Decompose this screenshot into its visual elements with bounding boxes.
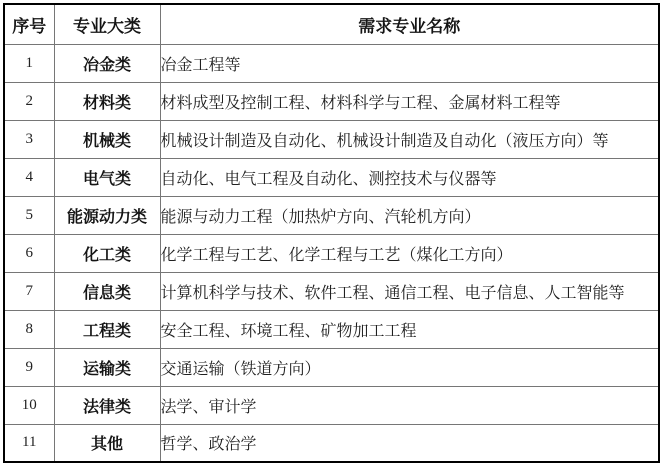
majors-cell: 材料成型及控制工程、材料科学与工程、金属材料工程等 [160,82,659,120]
row-number-cell: 7 [4,272,54,310]
col-header-no: 序号 [4,4,54,44]
row-number-cell: 8 [4,310,54,348]
majors-cell: 哲学、政治学 [160,424,659,462]
table-row [4,196,659,234]
category-cell: 工程类 [54,310,160,348]
majors-cell: 冶金工程等 [160,44,659,82]
majors-cell: 安全工程、环境工程、矿物加工工程 [160,310,659,348]
col-header-category: 专业大类 [54,4,160,44]
row-number-cell: 3 [4,120,54,158]
table-row [4,82,659,120]
majors-table [3,3,660,463]
table-row [4,424,659,462]
category-cell: 信息类 [54,272,160,310]
table-row [4,310,659,348]
table-row [4,44,659,82]
row-number-cell: 5 [4,196,54,234]
category-cell: 运输类 [54,348,160,386]
row-number-cell: 2 [4,82,54,120]
category-cell: 能源动力类 [54,196,160,234]
category-cell: 材料类 [54,82,160,120]
majors-cell: 法学、审计学 [160,386,659,424]
majors-cell: 化学工程与工艺、化学工程与工艺（煤化工方向） [160,234,659,272]
table-row [4,234,659,272]
majors-cell: 交通运输（铁道方向） [160,348,659,386]
category-cell: 化工类 [54,234,160,272]
majors-cell: 能源与动力工程（加热炉方向、汽轮机方向） [160,196,659,234]
category-cell: 电气类 [54,158,160,196]
row-number-cell: 9 [4,348,54,386]
table-row [4,120,659,158]
category-cell: 机械类 [54,120,160,158]
majors-cell: 自动化、电气工程及自动化、测控技术与仪器等 [160,158,659,196]
row-number-cell: 1 [4,44,54,82]
table-row [4,158,659,196]
category-cell: 其他 [54,424,160,462]
category-cell: 冶金类 [54,44,160,82]
col-header-majors: 需求专业名称 [160,4,659,44]
row-number-cell: 11 [4,424,54,462]
table-body [4,44,659,462]
majors-cell: 机械设计制造及自动化、机械设计制造及自动化（液压方向）等 [160,120,659,158]
table-row [4,348,659,386]
table-row [4,386,659,424]
majors-cell: 计算机科学与技术、软件工程、通信工程、电子信息、人工智能等 [160,272,659,310]
row-number-cell: 10 [4,386,54,424]
category-cell: 法律类 [54,386,160,424]
row-number-cell: 6 [4,234,54,272]
table-row [4,272,659,310]
row-number-cell: 4 [4,158,54,196]
table-header-row [4,4,659,44]
